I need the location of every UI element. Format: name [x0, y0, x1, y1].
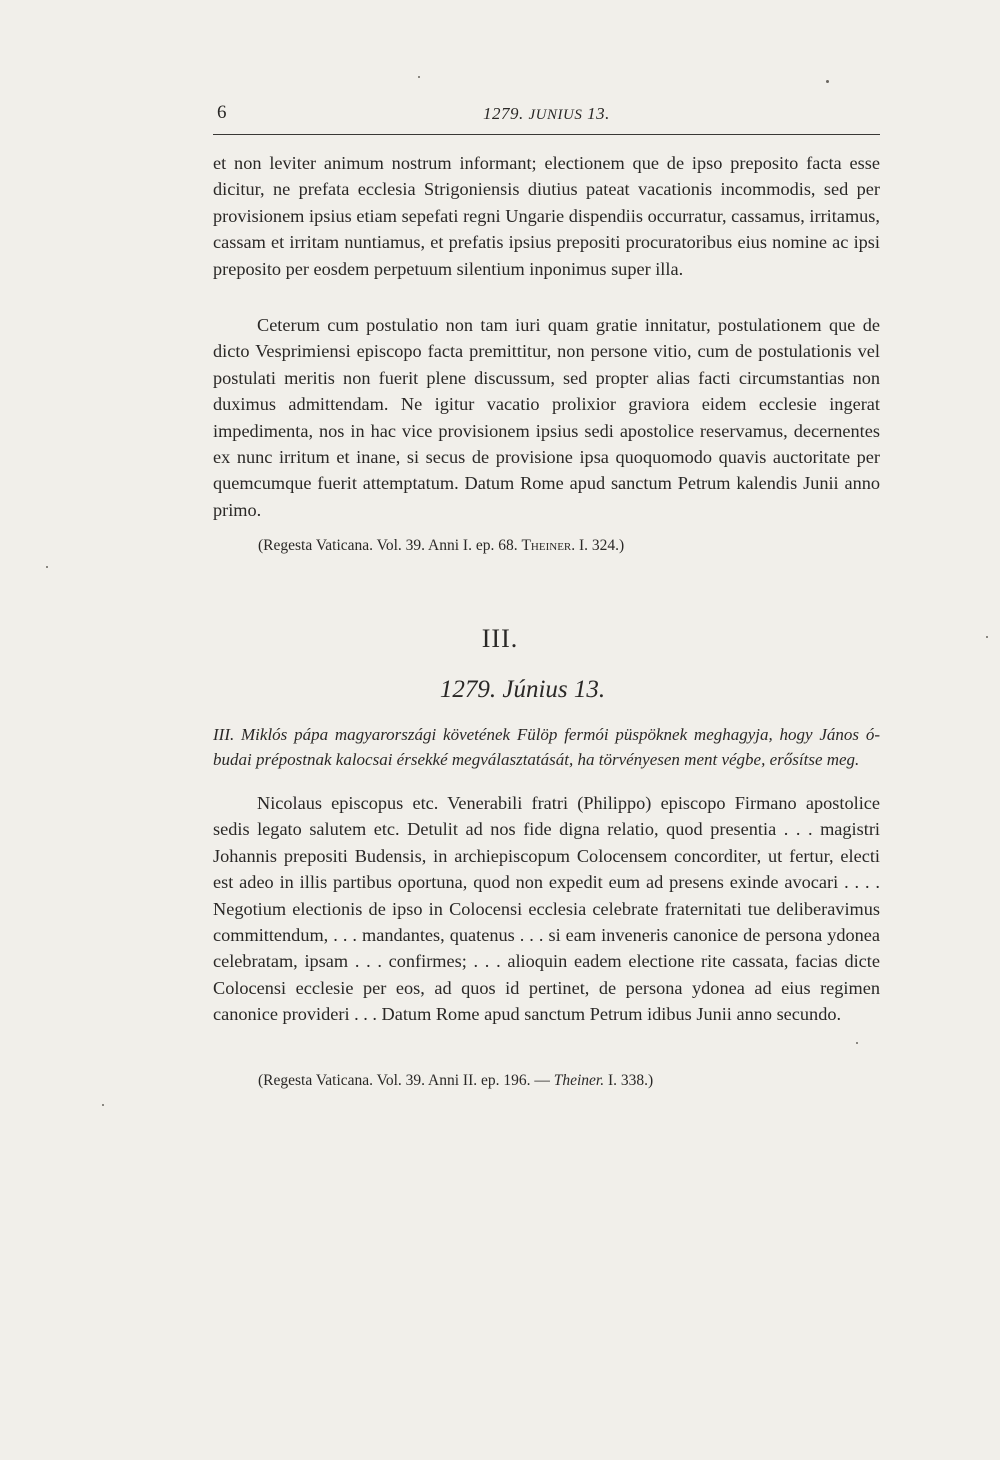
citation-author: Theiner. — [553, 1072, 605, 1089]
running-head — [483, 104, 610, 124]
paper-speck — [986, 636, 988, 638]
running-head-day: 13. — [587, 104, 610, 123]
paper-speck — [102, 1104, 104, 1106]
document-date: 1279. Június 13. — [439, 676, 606, 703]
citation-regesta-2 — [258, 1071, 653, 1091]
paragraph-ceterum — [213, 312, 880, 523]
document-summary: III. Miklós pápa magyarországi követének Fülöp fermói püspöknek meghagyja, hogy János ó-budai prépostnak kalocsai érsekké megválasztatását, ha törvényesen ment végbe, erősítse meg. — [213, 725, 880, 769]
paragraph-text: Ceterum cum postulatio non tam iuri quam gratie innitatur, postulationem que de dicto Vesprimiensi episcopo facta premittitur, non persone vitio, cum de postulationis vel postulati meritis non fuerit plene discussum, sed propter alias facti circumstantias non duximus admittendam. Ne igitur vacatio prolixior graviora eidem ecclesie ingerat impedimenta, nos in hac vice provisionem ipsius sedi apostolice reservamus, decernentes ex nunc irritum et inane, si secus de provisione ipsa quoquomodo quavis auctoritate per quemcumque fuerit attemptatum. Datum Rome apud sanctum Petrum kalendis Junii anno primo. — [213, 315, 880, 520]
running-head-month: JUNIUS — [528, 107, 583, 123]
paper-speck — [856, 1042, 858, 1044]
citation-source: (Regesta Vaticana. Vol. 39. Anni I. ep. 68. — [258, 537, 518, 554]
citation-source: (Regesta Vaticana. Vol. 39. Anni II. ep. 196. — — [258, 1072, 550, 1089]
document-number: III. — [481, 624, 519, 653]
paper-speck — [418, 76, 420, 78]
citation-regesta-1 — [258, 536, 624, 556]
paragraph-nicolaus — [213, 790, 880, 1028]
paper-speck — [826, 80, 829, 83]
page-number: 6 — [217, 102, 227, 123]
page-header — [213, 100, 880, 135]
citation-author: Theiner. — [521, 537, 576, 554]
citation-reference: I. 338.) — [608, 1072, 654, 1089]
running-head-year: 1279. — [483, 104, 524, 123]
paragraph-text: Nicolaus episcopus etc. Venerabili fratri (Philippo) episcopo Firmano apostolice sedis legato salutem etc. Detulit ad nos fide digna relatio, quod presentia . . . magistri Johannis prepositi Budensis, in archiepiscopum Colocensem concorditer, ut fertur, electi est adeo in illis partibus oportuna, quod non expedit eum ad presens exinde avocari . . . . Negotium electionis de ipso in Colocensi ecclesia celebrate fraternitati tue deliberavimus committendum, . . . mandantes, quatenus . . . si eam inveneris canonice de persona ydonea celebratam, ipsam . . . confirmes; . . . alioquin eadem electione rite cassata, facias dicte Colocensi ecclesie per eos, ad quos id pertinet, de persona ydonea ad eius regimen canonice provideri . . . Datum Rome apud sanctum Petrum idibus Junii anno secundo. — [213, 793, 880, 1025]
paper-speck — [46, 566, 48, 568]
continued-paragraph — [213, 150, 880, 282]
citation-reference: I. 324.) — [579, 537, 625, 554]
paragraph-text: et non leviter animum nostrum informant; electionem que de ipso preposito facta esse dicitur, ne prefata ecclesia Strigoniensis diutius pateat vacationis incommodis, sed per provisionem ipsius etiam sepefati regni Ungarie dispendiis occurratur, cassamus, irritamus, cassam et irritam nuntiamus, et prefatis ipsius prepositi procuratoribus eius nomine ac ipsi preposito per eosdem perpetuum silentium inponimus super illa. — [213, 153, 880, 279]
